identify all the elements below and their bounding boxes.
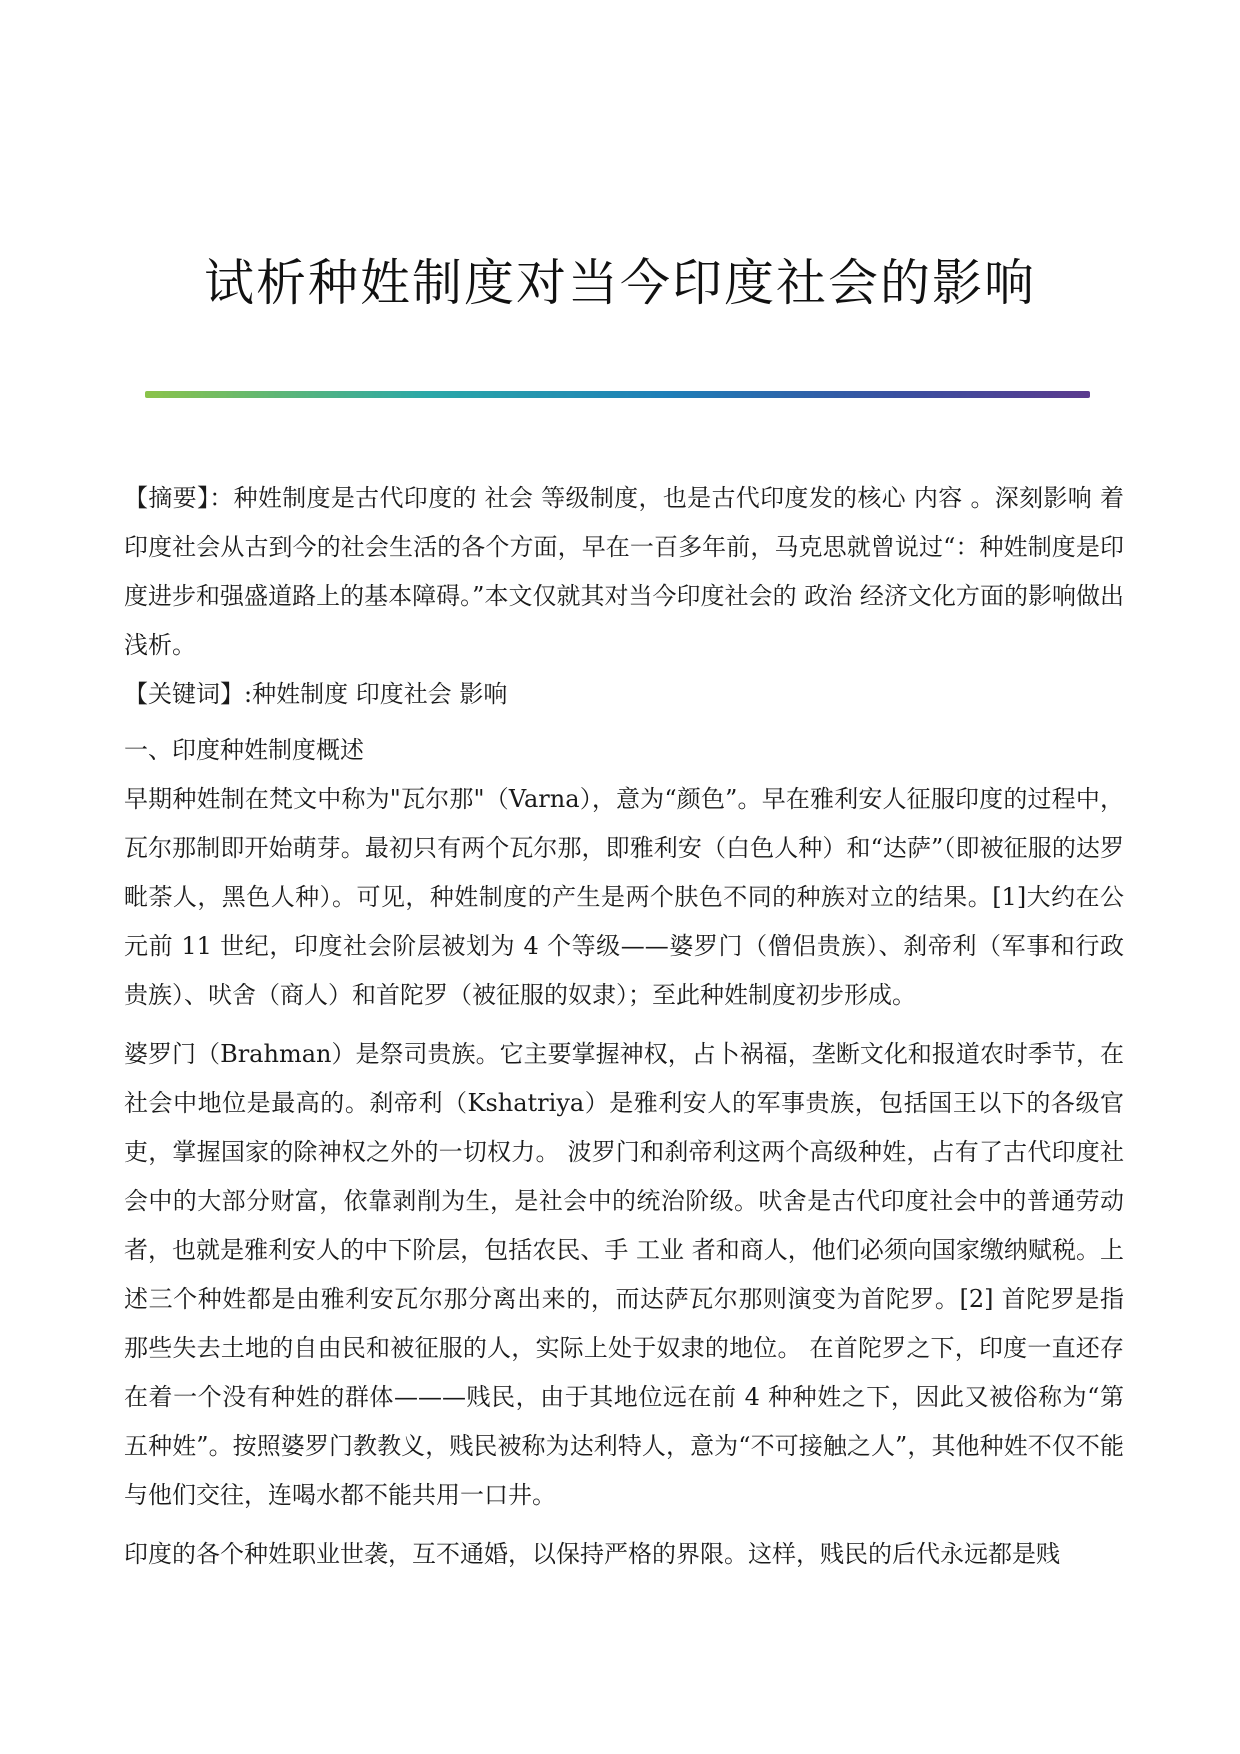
abstract-label: 【摘要】 <box>124 484 210 512</box>
keywords-text: :种姓制度 印度社会 影响 <box>244 680 508 708</box>
document-body <box>124 474 1124 1579</box>
keywords-label: 【关键词】 <box>124 680 244 708</box>
body-paragraph: 印度的各个种姓职业世袭，互不通婚，以保持严格的界限。这样，贱民的后代永远都是贱 <box>124 1540 1060 1568</box>
body-paragraph: 早期种姓制在梵文中称为"瓦尔那"（Varna），意为“颜色”。早在雅利安人征服印度的过程中，瓦尔那制即开始萌芽。最初只有两个瓦尔那，即雅利安（白色人种）和“达萨”（即被征服的达罗毗荼人，黑色人种）。可见，种姓制度的产生是两个肤色不同的种族对立的结果。[1]大约在公元前 11 世纪，印度社会阶层被划为 4 个等级——婆罗门（僧侣贵族）、刹帝利（军事和行政贵族）、吠舍（商人）和首陀罗（被征服的奴隶）；至此种姓制度初步形成。 <box>124 785 1124 1009</box>
abstract-text: ：种姓制度是古代印度的 社会 等级制度，也是古代印度发的核心 内容 。深刻影响 着印度社会从古到今的社会生活的各个方面，早在一百多年前，马克思就曾说过“：种姓制度是印度进步和强盛道路上的基本障碍。”本文仅就其对当今印度社会的 政治 经济文化方面的影响做出浅析。 <box>124 484 1124 659</box>
title-divider <box>145 391 1090 398</box>
document-title: 试析种姓制度对当今印度社会的影响 <box>204 254 1036 312</box>
section-heading: 一、印度种姓制度概述 <box>124 736 364 764</box>
keywords-paragraph <box>124 670 1124 719</box>
body-paragraph: 婆罗门（Brahman）是祭司贵族。它主要掌握神权，占卜祸福，垄断文化和报道农时季节，在社会中地位是最高的。刹帝利（Kshatriya）是雅利安人的军事贵族，包括国王以下的各级官吏，掌握国家的除神权之外的一切权力。 波罗门和刹帝利这两个高级种姓，占有了古代印度社会中的大部分财富，依靠剥削为生，是社会中的统治阶级。吠舍是古代印度社会中的普通劳动者，也就是雅利安人的中下阶层，包括农民、手 工业 者和商人，他们必须向国家缴纳赋税。上述三个种姓都是由雅利安瓦尔那分离出来的，而达萨瓦尔那则演变为首陀罗。[2] 首陀罗是指那些失去土地的自由民和被征服的人，实际上处于奴隶的地位。 在首陀罗之下，印度一直还存在着一个没有种姓的群体———贱民，由于其地位远在前 4 种种姓之下，因此又被俗称为“第五种姓”。按照婆罗门教教义，贱民被称为达利特人，意为“不可接触之人”，其他种姓不仅不能与他们交往，连喝水都不能共用一口井。 <box>124 1040 1124 1509</box>
abstract-paragraph <box>124 474 1124 670</box>
